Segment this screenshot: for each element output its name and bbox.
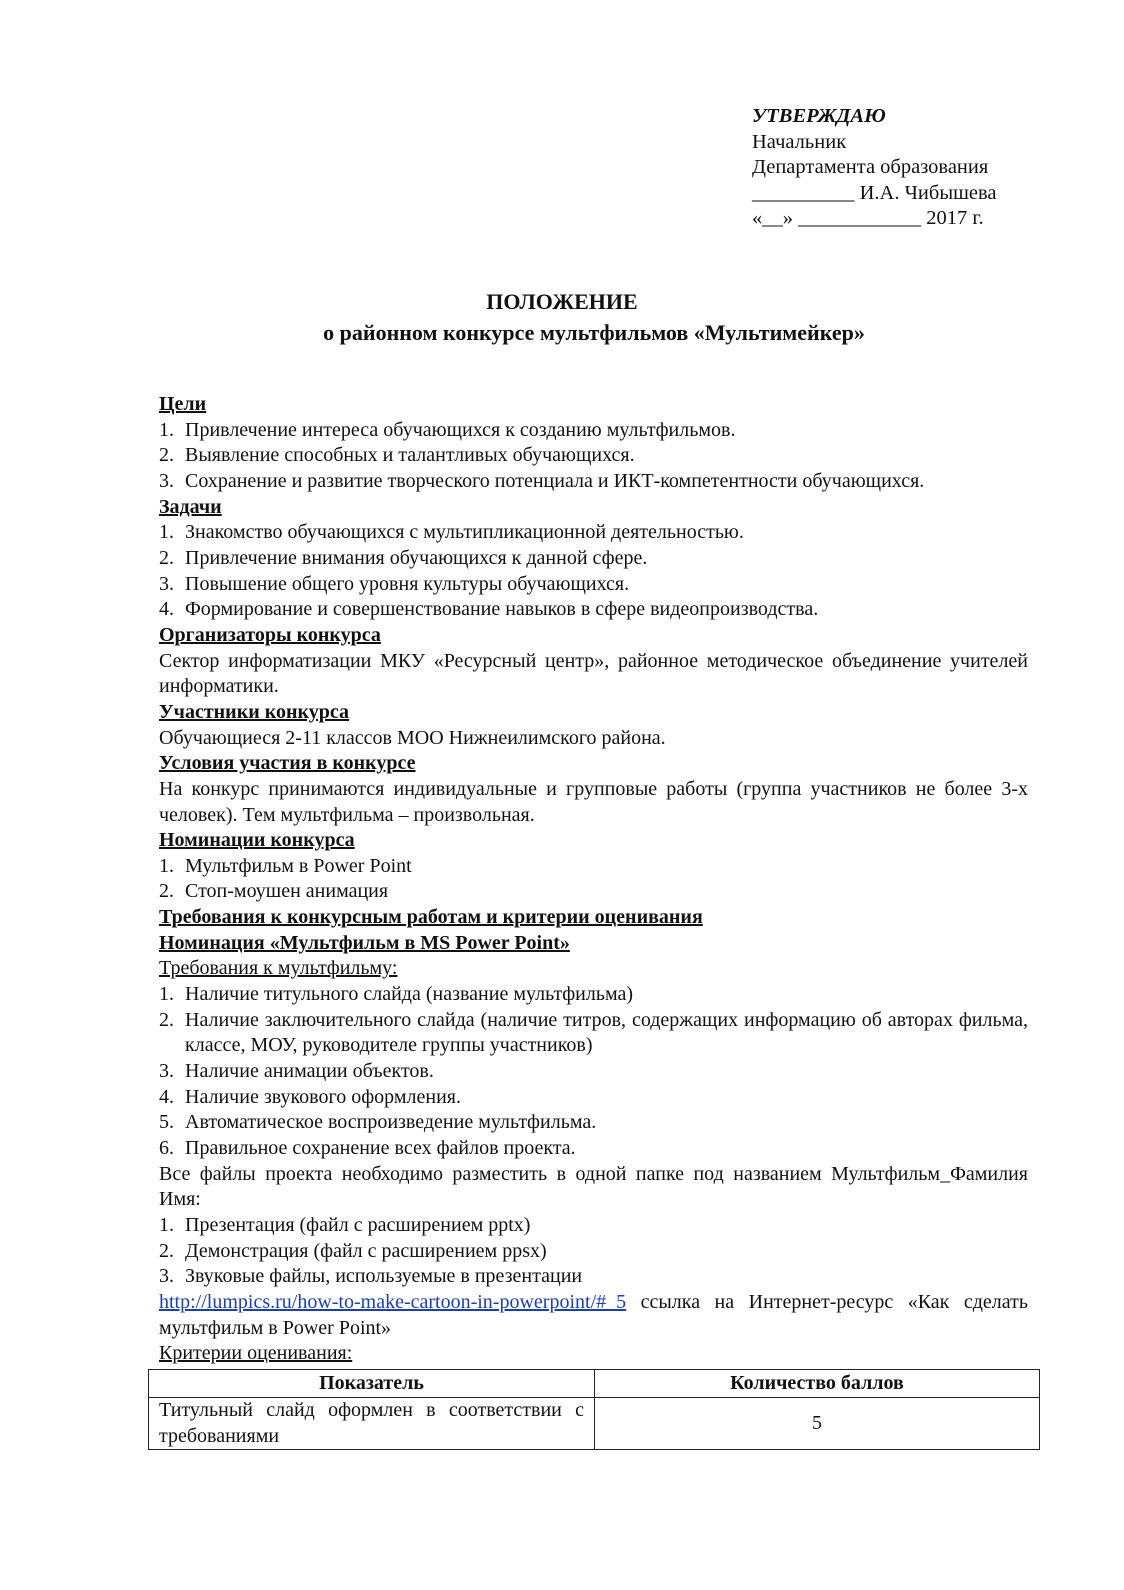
list-item: 2. Выявление способных и талантливых обучающихся. [159,444,635,467]
approval-position: Начальник [752,130,847,153]
approval-date: «__» ____________ 2017 г. [752,207,984,230]
list-item: 4. Формирование и совершенствование навыков в сфере видеопроизводства. [159,598,819,621]
list-item: 2. Наличие заключительного слайда (наличие титров, содержащих информацию об авторах фильма, классе, МОУ, руководителе группы участников) [159,1008,1028,1057]
list-item: 2. Демонстрация (файл с расширением ppsx) [159,1239,547,1262]
list-item: 1. Наличие титульного слайда (название мультфильма) [159,983,634,1006]
organizers-heading: Организаторы конкурса [159,623,381,646]
nominations-heading: Номинации конкурса [159,829,355,852]
requirements-heading: Требования к конкурсным работам и критерии оценивания [159,906,703,929]
conditions-text: На конкурс принимаются индивидуальные и групповые работы (группа участников не более 3-х человек). Тем мультфильма – произвольная. [159,777,1028,826]
points-cell: 5 [595,1398,1040,1450]
list-item: 1. Мультфильм в Power Point [159,854,412,877]
files-text: Все файлы проекта необходимо разместить в одной папке под названием Мультфильм_Фамилия Имя: [159,1162,1028,1211]
approval-heading: УТВЕРЖДАЮ [752,105,886,127]
conditions-heading: Условия участия в конкурсе [159,752,416,775]
title-subtitle: о районном конкурсе мультфильмов «Мультимейкер» [323,320,865,345]
approval-block [752,104,997,232]
title-main: ПОЛОЖЕНИЕ [486,289,638,314]
participants-heading: Участники конкурса [159,700,350,723]
approval-signature: __________ И.А. Чибышева [752,181,997,204]
list-item: 1. Презентация (файл с расширением pptx) [159,1214,531,1236]
organizers-text: Сектор информатизации МКУ «Ресурсный центр», районное методическое объединение учителей информатики. [159,649,1028,698]
column-header-points: Количество баллов [595,1370,1040,1398]
tasks-heading: Задачи [159,495,222,518]
link-paragraph [159,1290,1028,1341]
list-item: 6. Правильное сохранение всех файлов проекта. [159,1137,576,1160]
participants-text: Обучающиеся 2-11 классов МОО Нижнеилимского района. [159,726,666,749]
nomination-heading: Номинация «Мультфильм в MS Power Point» [159,931,570,954]
link-description: ссылка на Интернет-ресурс «Как сделать мультфильм в Power Point» [159,1290,1028,1339]
indicator-cell: Титульный слайд оформлен в соответствии с требованиями [149,1398,595,1450]
approval-department: Департамента образования [752,156,989,179]
list-item: 1. Знакомство обучающихся с мультипликационной деятельностью. [159,521,744,544]
resource-link[interactable]: http://lumpics.ru/how-to-make-cartoon-in-powerpoint/#_5 [159,1290,627,1313]
list-item: 3. Звуковые файлы, используемые в презентации [159,1265,583,1288]
film-requirements-heading: Требования к мультфильму: [159,957,398,980]
goals-heading: Цели [159,393,207,415]
document-title [0,286,1124,348]
criteria-heading: Критерии оценивания: [159,1342,353,1365]
column-header-indicator: Показатель [149,1370,595,1398]
table-row [149,1398,1040,1450]
list-item: 2. Стоп-моушен анимация [159,880,389,903]
list-item: 3. Повышение общего уровня культуры обучающихся. [159,572,630,595]
list-item: 4. Наличие звукового оформления. [159,1085,461,1108]
list-item: 1. Привлечение интереса обучающихся к созданию мультфильмов. [159,418,736,441]
list-item: 5. Автоматическое воспроизведение мультфильма. [159,1111,597,1134]
criteria-table [148,1369,1040,1450]
list-item: 2. Привлечение внимания обучающихся к данной сфере. [159,546,648,569]
list-item: 3. Наличие анимации объектов. [159,1060,434,1083]
table-header-row [149,1370,1040,1398]
document-body [159,392,1028,1367]
list-item: 3. Сохранение и развитие творческого потенциала и ИКТ-компетентности обучающихся. [159,469,925,492]
